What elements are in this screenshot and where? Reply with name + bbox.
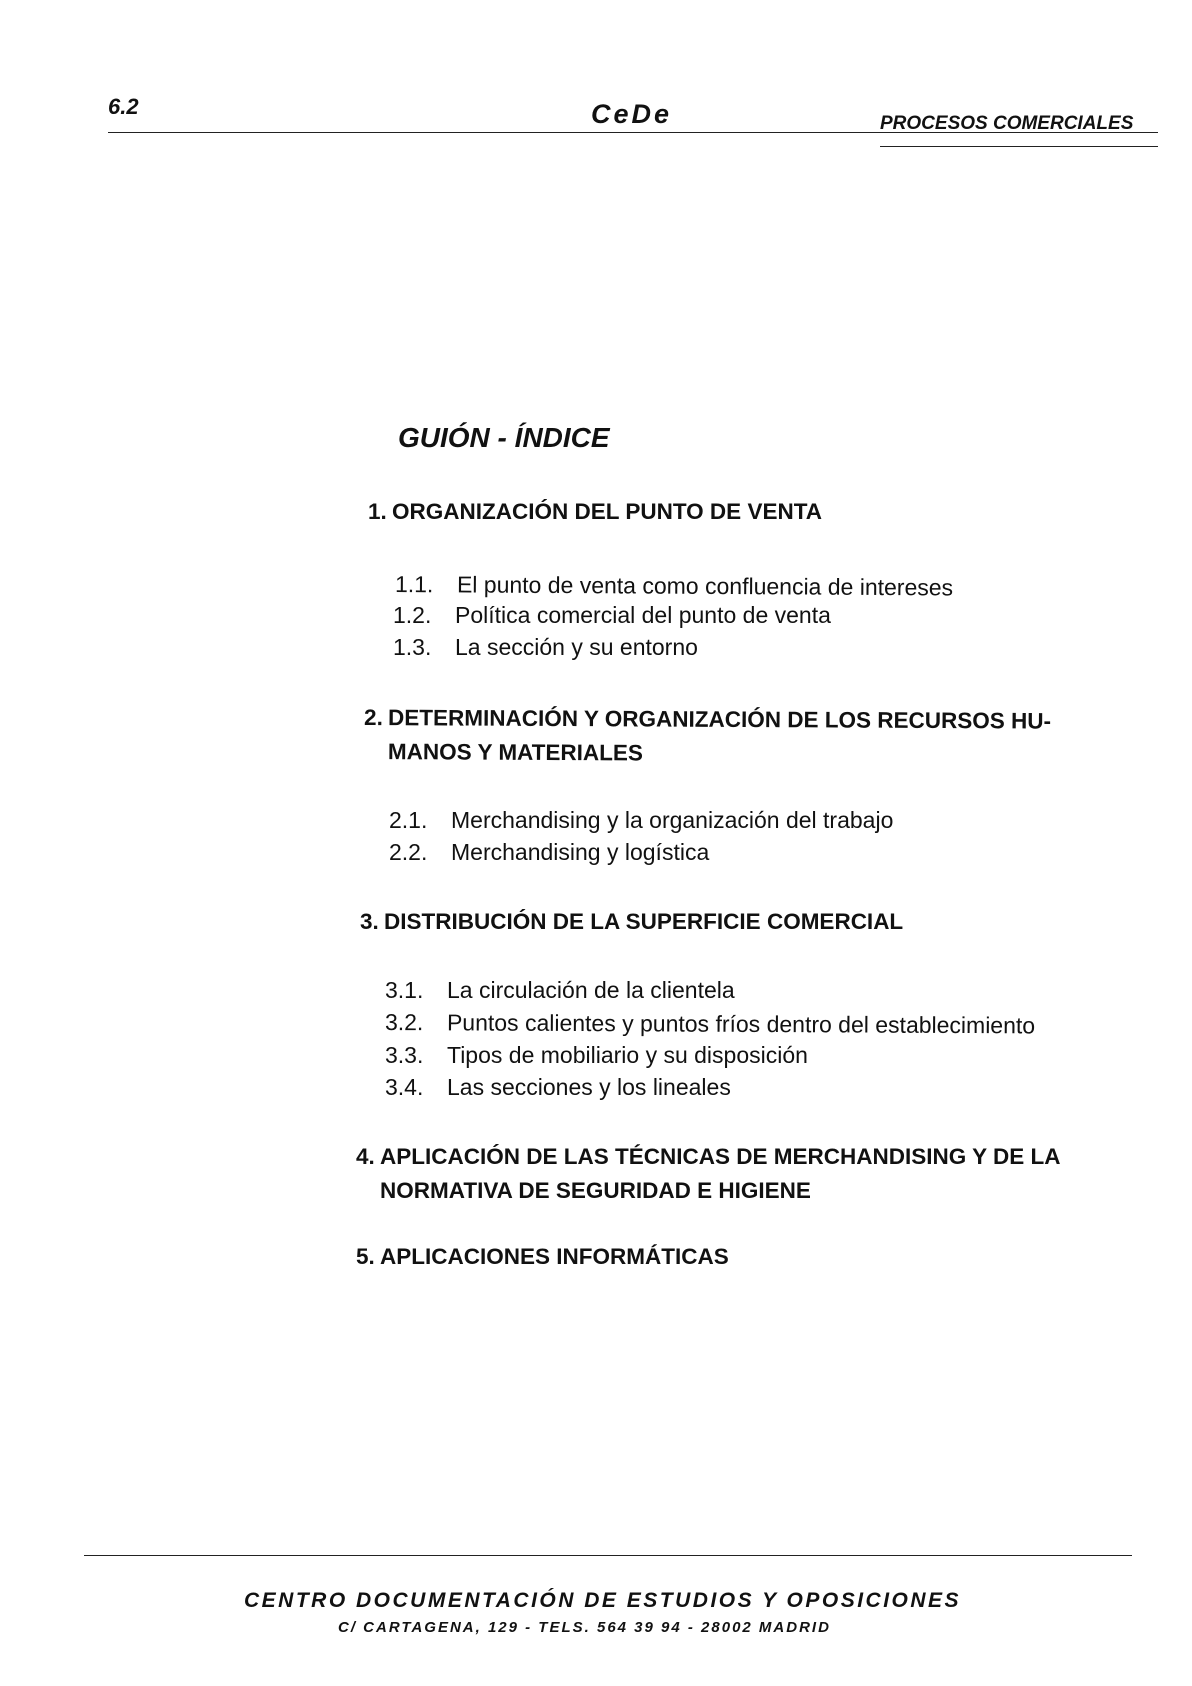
item-number: 1.1. <box>394 571 434 598</box>
item-number: 2.2. <box>389 839 428 865</box>
index-item-3-2 <box>385 1006 1035 1041</box>
index-item-3-1 <box>385 974 735 1006</box>
item-text: Tipos de mobiliario y su disposición <box>447 1042 808 1068</box>
section-heading: DISTRIBUCIÓN DE LA SUPERFICIE COMERCIAL <box>384 909 904 934</box>
section-title: PROCESOS COMERCIALES <box>880 113 1134 134</box>
footer-address: C/ CARTAGENA, 129 - TELS. 564 39 94 - 28002 MADRID <box>338 1619 831 1636</box>
header-rule <box>108 132 1158 133</box>
page-number: 6.2 <box>108 94 139 119</box>
index-section-5 <box>356 1240 729 1274</box>
item-text: Política comercial del punto de venta <box>455 602 831 628</box>
section-number: 5. <box>356 1244 375 1269</box>
index-item-3-3 <box>385 1039 808 1071</box>
item-text: Las secciones y los lineales <box>447 1074 731 1100</box>
item-text: Puntos calientes y puntos fríos dentro del establecimiento <box>446 1009 1036 1039</box>
section-heading-continuation: NORMATIVA DE SEGURIDAD E HIGIENE <box>380 1178 811 1203</box>
item-number: 3.1. <box>385 977 424 1003</box>
section-number: 3. <box>360 909 379 934</box>
index-item-1-2 <box>393 599 831 631</box>
footer-organization: CENTRO DOCUMENTACIÓN DE ESTUDIOS Y OPOSICIONES <box>244 1589 962 1612</box>
section-heading: DETERMINACIÓN Y ORGANIZACIÓN DE LOS RECURSOS HU- <box>388 705 1052 734</box>
item-number: 2.1. <box>389 807 428 833</box>
index-item-2-1 <box>389 804 893 836</box>
item-text: Merchandising y la organización del trabajo <box>451 807 894 833</box>
section-heading: APLICACIÓN DE LAS TÉCNICAS DE MERCHANDISING Y DE LA <box>380 1144 1061 1169</box>
section-heading-continuation: MANOS Y MATERIALES <box>387 739 644 766</box>
footer-rule <box>84 1555 1132 1556</box>
section-number: 2. <box>364 705 383 731</box>
index-item-2-2 <box>389 836 709 868</box>
index-section-3 <box>360 905 903 939</box>
item-text: La sección y su entorno <box>455 634 698 660</box>
header-rule-secondary <box>880 146 1158 147</box>
index-item-3-4 <box>385 1071 731 1103</box>
section-heading: ORGANIZACIÓN DEL PUNTO DE VENTA <box>392 499 823 524</box>
item-number: 1.3. <box>393 634 432 660</box>
item-number: 1.2. <box>393 602 432 628</box>
item-number: 3.4. <box>385 1074 424 1100</box>
item-text: El punto de venta como confluencia de intereses <box>456 571 954 601</box>
section-number: 4. <box>356 1144 375 1169</box>
index-section-4 <box>356 1140 1060 1208</box>
index-section-1 <box>368 495 822 529</box>
item-number: 3.2. <box>384 1009 424 1036</box>
index-item-1-3 <box>393 631 698 663</box>
item-text: Merchandising y logística <box>451 839 710 865</box>
index-title: GUIÓN - ÍNDICE <box>398 422 610 453</box>
item-number: 3.3. <box>385 1042 424 1068</box>
index-section-2 <box>364 701 1051 773</box>
section-number: 1. <box>368 499 387 524</box>
section-heading: APLICACIONES INFORMÁTICAS <box>380 1244 729 1269</box>
item-text: La circulación de la clientela <box>447 977 735 1003</box>
brand-logo-text: CeDe <box>591 99 673 129</box>
